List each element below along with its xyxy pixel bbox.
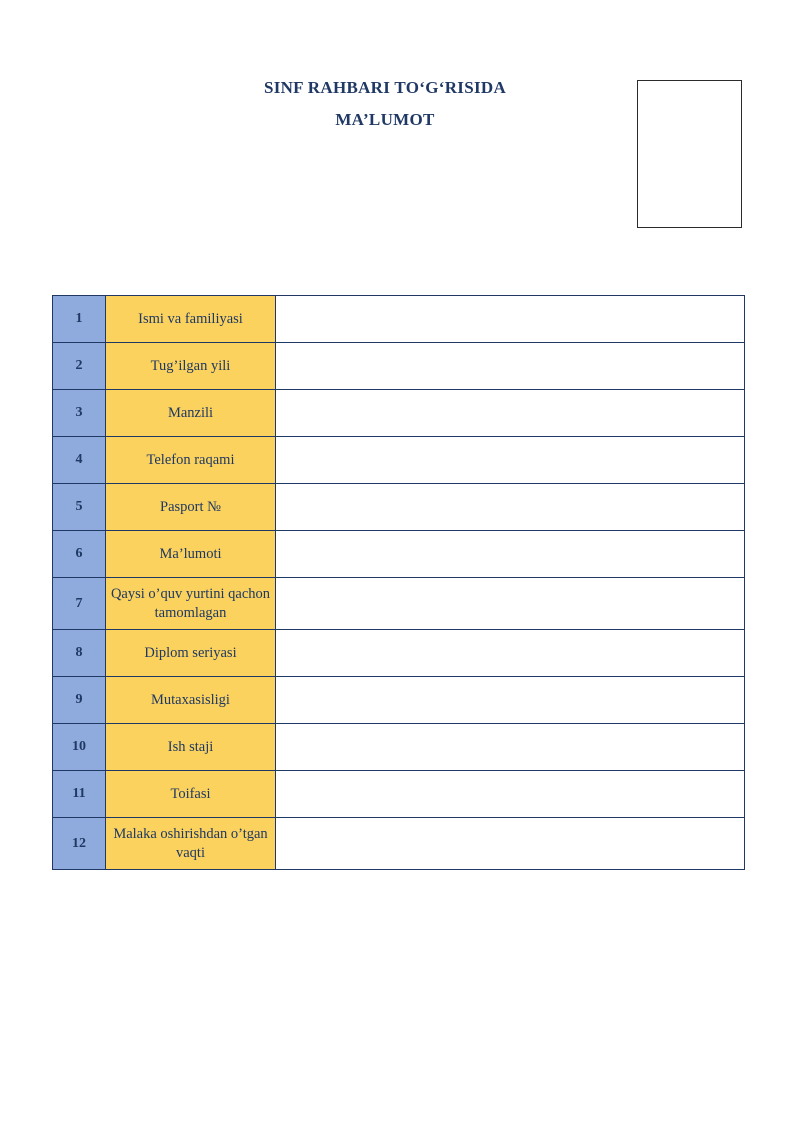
table-row [53,390,745,437]
row-number: 12 [53,818,106,870]
photo-placeholder-box [637,80,742,228]
row-label: Ismi va familiyasi [106,296,276,343]
table-row [53,771,745,818]
row-number: 6 [53,531,106,578]
row-label: Toifasi [106,771,276,818]
row-label: Diplom seriyasi [106,630,276,677]
table-row [53,484,745,531]
row-label: Qaysi o’quv yurtini qachon tamomlagan [106,578,276,630]
row-label: Ish staji [106,724,276,771]
row-value-field[interactable] [276,390,745,437]
row-number: 1 [53,296,106,343]
row-label: Ma’lumoti [106,531,276,578]
row-number: 3 [53,390,106,437]
teacher-info-table [52,295,745,870]
table-row [53,724,745,771]
row-number: 10 [53,724,106,771]
table-row [53,630,745,677]
row-value-field[interactable] [276,296,745,343]
row-label: Pasport № [106,484,276,531]
row-number: 8 [53,630,106,677]
table-body [53,296,745,870]
row-label: Tug’ilgan yili [106,343,276,390]
row-value-field[interactable] [276,484,745,531]
row-number: 11 [53,771,106,818]
table-row [53,818,745,870]
row-number: 2 [53,343,106,390]
row-value-field[interactable] [276,343,745,390]
row-number: 5 [53,484,106,531]
document-title [150,72,620,136]
row-number: 4 [53,437,106,484]
row-value-field[interactable] [276,630,745,677]
row-number: 9 [53,677,106,724]
table-row [53,531,745,578]
row-value-field[interactable] [276,771,745,818]
row-value-field[interactable] [276,818,745,870]
title-line-2: MA’LUMOT [335,110,435,129]
title-line-1: SINF RAHBARI TO‘G‘RISIDA [263,78,507,97]
row-label: Telefon raqami [106,437,276,484]
row-value-field[interactable] [276,724,745,771]
table-row [53,677,745,724]
row-label: Manzili [106,390,276,437]
table-row [53,578,745,630]
row-label: Malaka oshirishdan o’tgan vaqti [106,818,276,870]
table-row [53,343,745,390]
row-value-field[interactable] [276,578,745,630]
row-number: 7 [53,578,106,630]
table-row [53,296,745,343]
row-value-field[interactable] [276,437,745,484]
row-value-field[interactable] [276,531,745,578]
row-value-field[interactable] [276,677,745,724]
table-row [53,437,745,484]
row-label: Mutaxasisligi [106,677,276,724]
